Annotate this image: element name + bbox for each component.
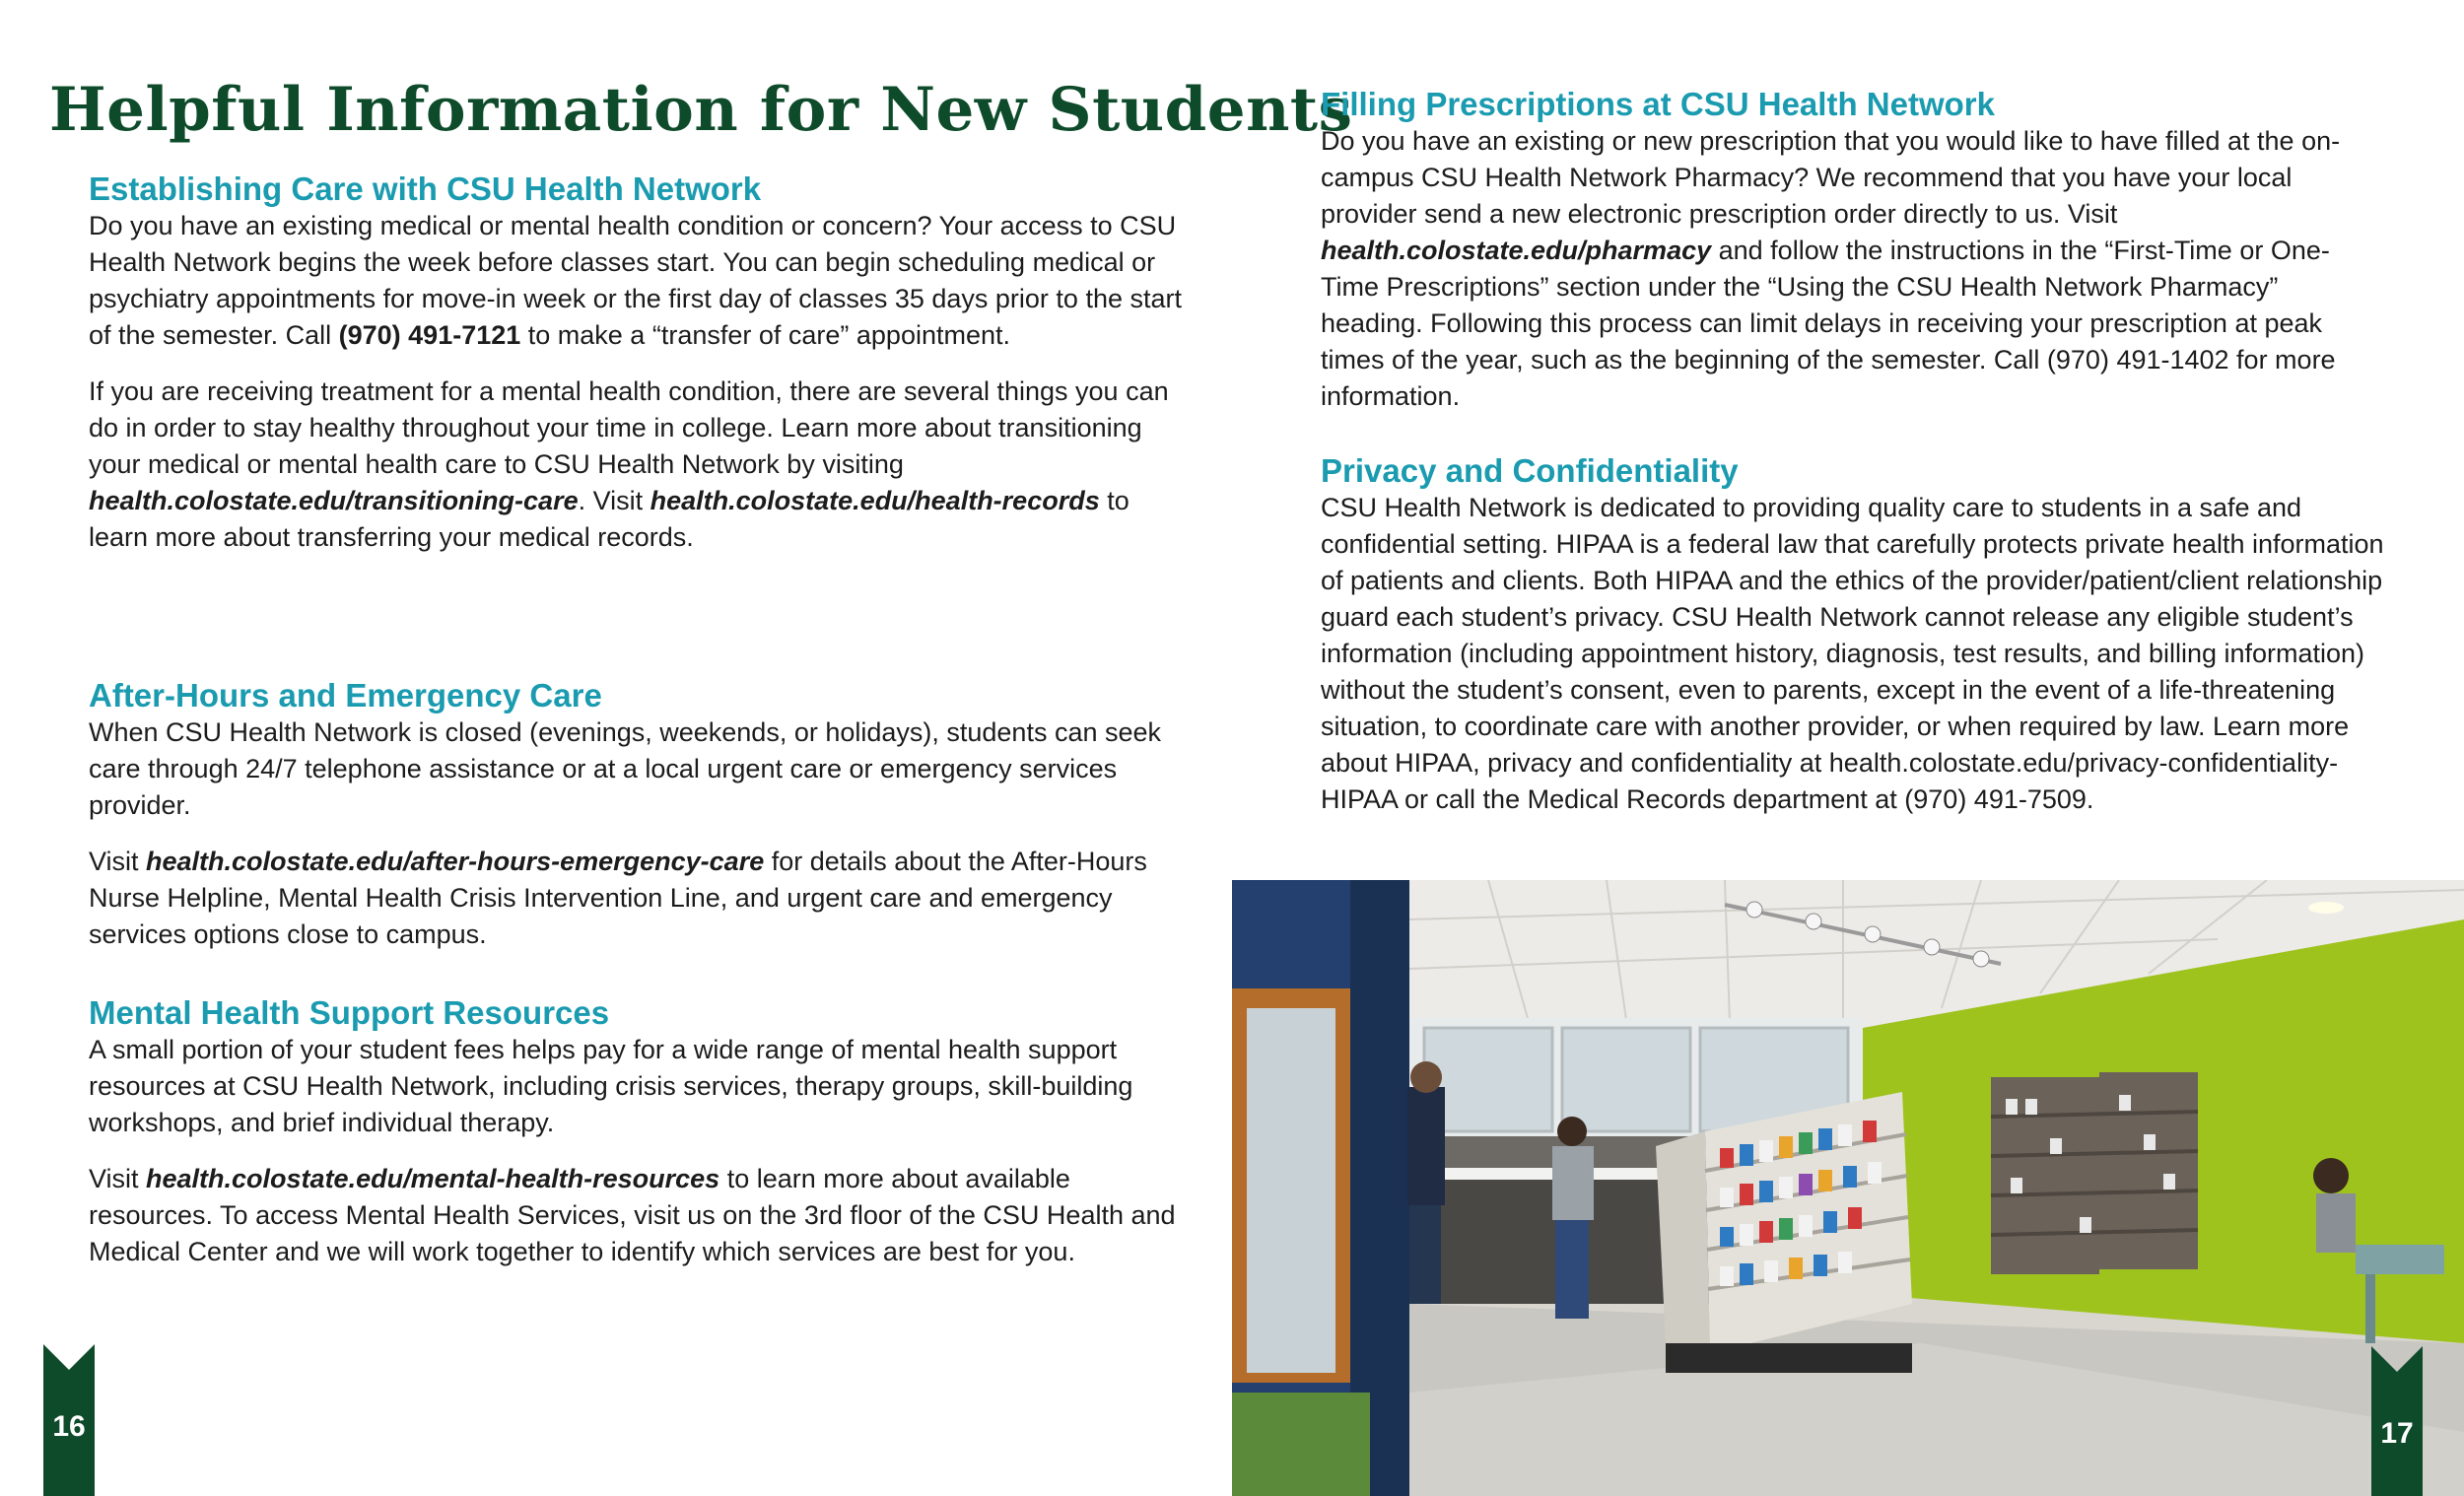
section-mental-health [89, 993, 1183, 1270]
paragraph-text: to learn more about available resources. To access Mental Health Services, visit us on the 3rd floor of the CSU Health and Medical Center and we will work together to identify which services are best for you. [89, 1164, 1176, 1266]
paragraph [89, 208, 1183, 354]
paragraph: When CSU Health Network is closed (evenings, weekends, or holidays), students can seek care through 24/7 telephone assistance or at a local urgent care or emergency services provider. [89, 717, 1162, 820]
section-heading: Privacy and Confidentiality [1321, 452, 1739, 489]
link-after-hours[interactable]: health.colostate.edu/after-hours-emergency-care [146, 847, 765, 876]
section-heading: After-Hours and Emergency Care [89, 677, 602, 714]
paragraph-text: and follow the instructions in the “First-Time or One-Time Prescriptions” section under the “Using the CSU Health Network Pharmacy” heading. Following this process can limit delays in receiving your prescription at peak times of the year, such as the beginning of the semester. Call (970) 491-1402 for more information. [1321, 236, 2336, 411]
section-privacy [1321, 451, 2385, 818]
paragraph-text: Do you have an existing medical or mental health condition or concern? Your access to CSU Health Network begins the week before classes start. You can begin scheduling medical or psychiatry appointments for move-in week or the first day of classes 35 days prior to the start of the semester. Call [89, 211, 1182, 350]
link-pharmacy[interactable]: health.colostate.edu/pharmacy [1321, 236, 1712, 265]
link-mental-health-resources[interactable]: health.colostate.edu/mental-health-resources [146, 1164, 720, 1193]
page-title: Helpful Information for New Students [49, 75, 1353, 145]
paragraph [89, 374, 1183, 556]
paragraph-text: to make a “transfer of care” appointment. [520, 320, 1010, 350]
section-after-hours [89, 676, 1183, 953]
paragraph-text: Do you have an existing or new prescription that you would like to have filled at the on-campus CSU Health Network Pharmacy? We recommend that you have your local provider send a new electronic prescription order directly to us. Visit [1321, 126, 2341, 229]
pharmacy-illustration [1232, 880, 2464, 1496]
section-heading: Filling Prescriptions at CSU Health Network [1321, 86, 1995, 122]
paragraph [89, 844, 1183, 953]
paragraph [1321, 123, 2385, 415]
paragraph-text: Visit [89, 1164, 147, 1193]
paragraph-text: Visit [89, 847, 147, 876]
section-establishing-care [89, 170, 1183, 556]
page-number-left: 16 [52, 1410, 86, 1443]
paragraph-text: . Visit [578, 486, 650, 515]
pharmacy-photo [1232, 880, 2464, 1496]
section-prescriptions [1321, 85, 2385, 415]
link-health-records[interactable]: health.colostate.edu/health-records [650, 486, 1100, 515]
page-number-right: 17 [2380, 1417, 2414, 1450]
phone-number: (970) 491-7121 [338, 320, 521, 350]
paragraph: A small portion of your student fees helps pay for a wide range of mental health support resources at CSU Health Network, including crisis services, therapy groups, skill-building workshops, and brief individual therapy. [89, 1035, 1133, 1137]
section-heading: Mental Health Support Resources [89, 994, 610, 1031]
paragraph-text: to learn more about transferring your medical records. [89, 486, 1129, 552]
paragraph [89, 1161, 1183, 1270]
section-heading: Establishing Care with CSU Health Network [89, 170, 762, 207]
paragraph-text: If you are receiving treatment for a mental health condition, there are several things you can do in order to stay healthy throughout your time in college. Learn more about transitioning your medical or mental health care to CSU Health Network by visiting [89, 376, 1169, 479]
link-transitioning-care[interactable]: health.colostate.edu/transitioning-care [89, 486, 579, 515]
paragraph: CSU Health Network is dedicated to providing quality care to students in a safe and confidential setting. HIPAA is a federal law that carefully protects private health information of patients and clients. Both HIPAA and the ethics of the provider/patient/client relationship guard each student’s privacy. CSU Health Network cannot release any eligible student’s information (including appointment history, diagnosis, test results, and billing information) without the student’s consent, even to parents, except in the event of a life-threatening situation, to coordinate care with another provider, or when required by law. Learn more about HIPAA, privacy and confidentiality at health.colostate.edu/privacy-confidentiality-HIPAA or call the Medical Records department at (970) 491-7509. [1321, 493, 2384, 814]
paragraph-text: for details about the After-Hours Nurse Helpline, Mental Health Crisis Intervention Line, and urgent care and emergency services options close to campus. [89, 847, 1147, 949]
